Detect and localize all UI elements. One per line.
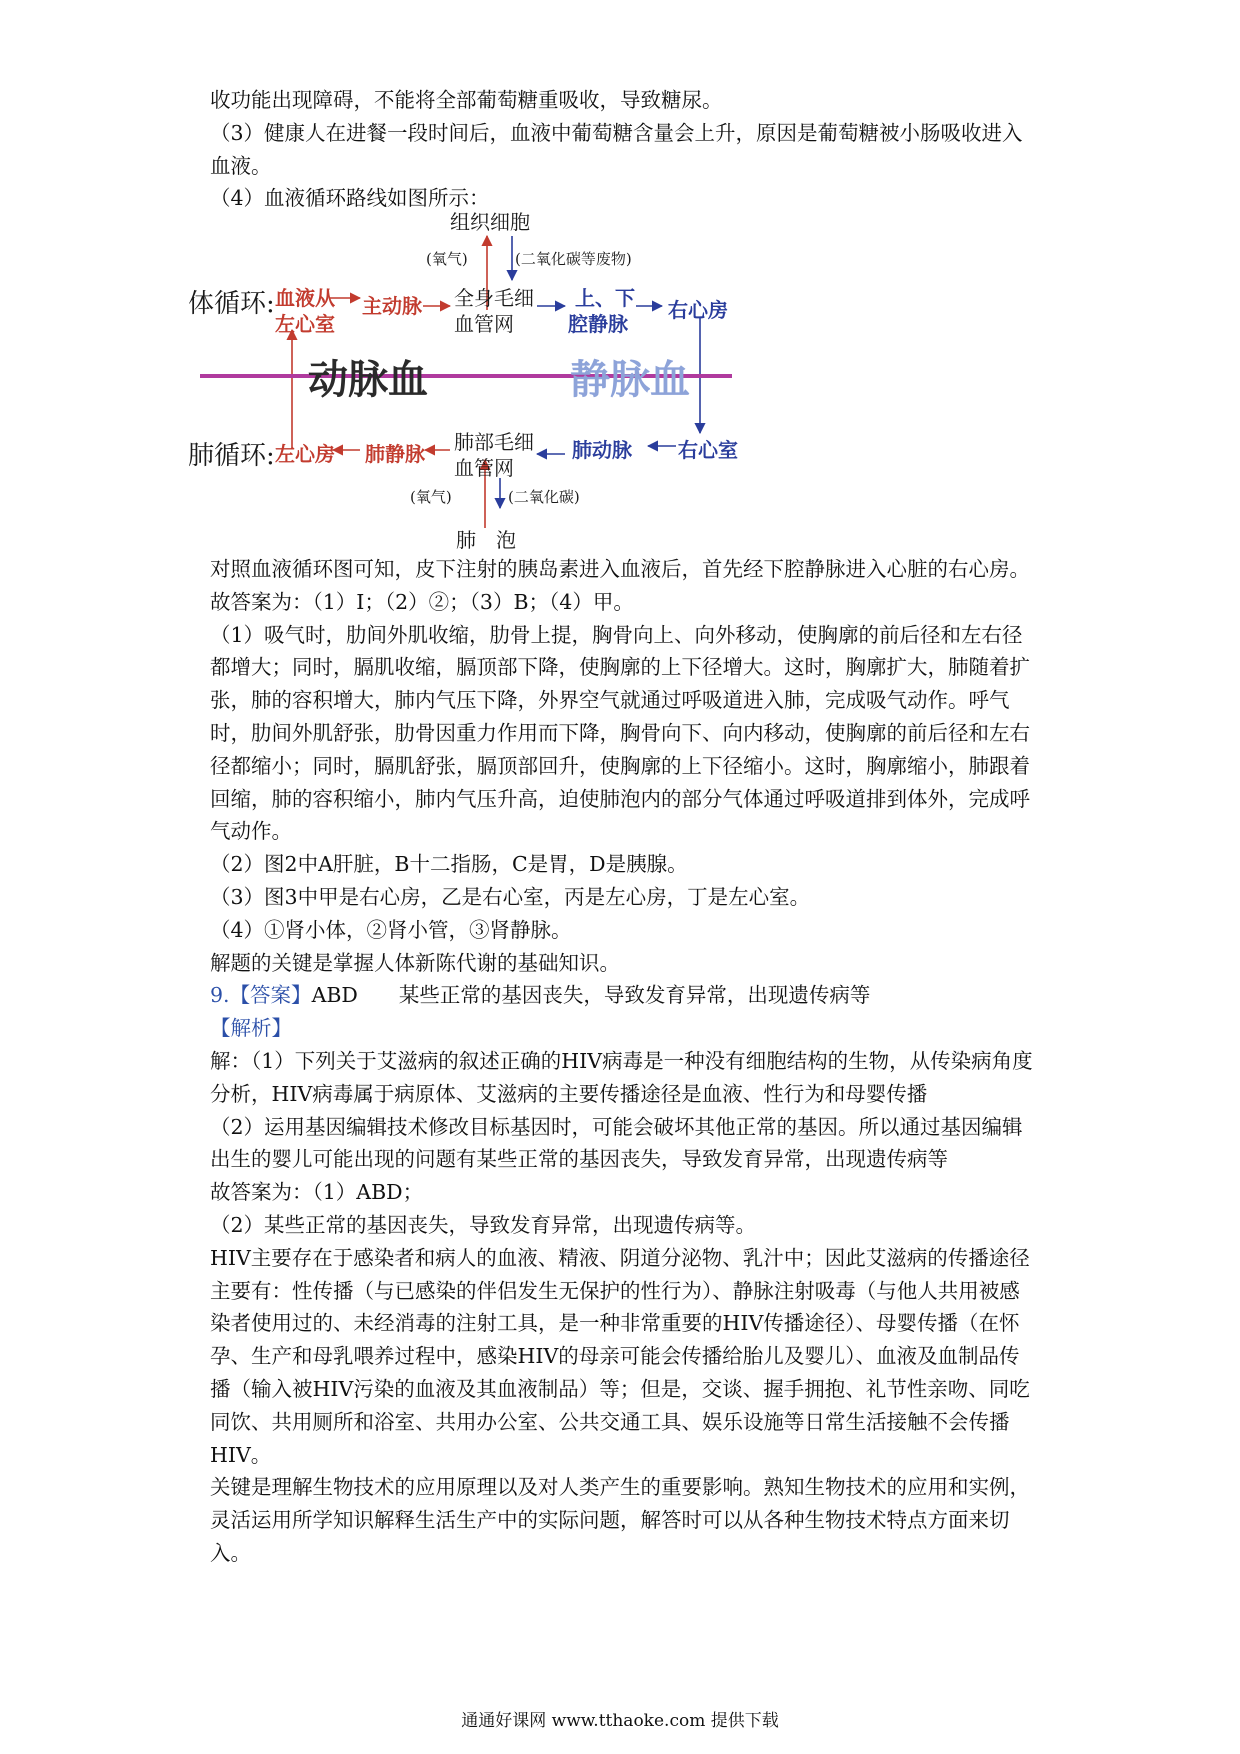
- aorta-label: 主动脉: [362, 294, 422, 318]
- paragraph: 故答案为：（1）Ⅰ；（2）②；（3）B；（4）甲。: [210, 589, 634, 614]
- paragraph: （3）健康人在进餐一段时间后，血液中葡萄糖含量会上升，原因是葡萄糖被小肠吸收进入血液。: [210, 120, 1023, 178]
- pulmonary-circulation-label: 肺循环:: [188, 441, 275, 471]
- co2-waste-label: (二氧化碳等废物): [515, 250, 632, 268]
- left-atrium-label: 左心房: [275, 442, 335, 466]
- explanation-text: [210, 553, 1040, 1570]
- systemic-circulation-label: 体循环:: [188, 289, 275, 319]
- blood-from-label: 血液从: [275, 286, 335, 310]
- paragraph: （2）图2中A肝脏，B十二指肠，C是胃，D是胰腺。: [210, 852, 688, 877]
- question-9-answer-line: [210, 979, 1040, 1012]
- paragraph: 收功能出现障碍，不能将全部葡萄糖重吸收，导致糖尿。: [210, 88, 723, 112]
- paragraph: （3）图3中甲是右心房，乙是右心室，丙是左心房，丁是左心室。: [210, 884, 811, 909]
- pulmonary-artery-label: 肺动脉: [572, 438, 632, 462]
- paragraph: 故答案为：（1）ABD；: [210, 1180, 424, 1205]
- body-capillary-label: 全身毛细: [454, 286, 534, 310]
- paragraph: （4）血液循环路线如图所示：: [210, 186, 490, 211]
- paragraph: 解：（1）下列关于艾滋病的叙述正确的HIV病毒是一种没有细胞结构的生物，从传染病角度分析，HIV病毒属于病原体、艾滋病的主要传播途径是血液、性行为和母婴传播: [210, 1048, 1033, 1106]
- co2-label-bottom: (二氧化碳): [508, 488, 580, 506]
- analysis-tag: 【解析】: [210, 1016, 292, 1041]
- question-number: 9.: [210, 983, 230, 1008]
- pulmonary-vein-label: 肺静脉: [365, 442, 425, 466]
- paragraph: （2）某些正常的基因丧失，导致发育异常，出现遗传病等。: [210, 1212, 757, 1237]
- answer-text: ABD 某些正常的基因丧失，导致发育异常，出现遗传病等: [311, 983, 871, 1008]
- right-atrium-label: 右心房: [668, 298, 728, 322]
- oxygen-label: (氧气): [426, 250, 468, 268]
- arterial-blood-label: 动脉血: [308, 356, 428, 403]
- right-ventricle-label: 右心室: [678, 438, 738, 462]
- lung-capillary-label: 肺部毛细: [454, 430, 534, 454]
- alveolus-label: 肺 泡: [456, 528, 516, 552]
- paragraph: （4）①肾小体，②肾小管，③肾静脉。: [210, 917, 572, 942]
- tissue-cell-label: 组织细胞: [450, 210, 530, 234]
- body-capillary-label-2: 血管网: [454, 312, 514, 336]
- intro-text: [210, 84, 1040, 215]
- venous-blood-label: 静脉血: [570, 356, 690, 403]
- paragraph: （1）吸气时，肋间外肌收缩，肋骨上提，胸骨向上、向外移动，使胸廓的前后径和左右径都增大；同时，膈肌收缩，膈顶部下降，使胸廓的上下径增大。这时，胸廓扩大，肺随着扩张，肺的容积增大，肺内气压下降，外界空气就通过呼吸道进入肺，完成吸气动作。呼气时，肋间外肌舒张，肋骨因重力作用而下降，胸骨向下、向内移动，使胸廓的前后径和左右径都缩小；同时，膈肌舒张，膈顶部回升，使胸廓的上下径缩小。这时，胸廓缩小，肺跟着回缩，肺的容积缩小，肺内气压升高，迫使肺泡内的部分气体通过呼吸道排到体外，完成呼气动作。: [210, 622, 1030, 844]
- paragraph: （2）运用基因编辑技术修改目标基因时，可能会破坏其他正常的基因。所以通过基因编辑出生的婴儿可能出现的问题有某些正常的基因丧失，导致发育异常，出现遗传病等: [210, 1114, 1023, 1172]
- lung-capillary-label-2: 血管网: [454, 456, 514, 480]
- vena-cava-label: 上、下: [575, 286, 635, 310]
- paragraph: HIV主要存在于感染者和病人的血液、精液、阴道分泌物、乳汁中；因此艾滋病的传播途径主要有：性传播（与已感染的伴侣发生无保护的性行为）、静脉注射吸毒（与他人共用被感染者使用过的、未经消毒的注射工具，是一种非常重要的HIV传播途径）、母婴传播（在怀孕、生产和母乳喂养过程中，感染HIV的母亲可能会传播给胎儿及婴儿）、血液及血制品传播（输入被HIV污染的血液及其血液制品）等；但是，交谈、握手拥抱、礼节性亲吻、同吃同饮、共用厕所和浴室、共用办公室、公共交通工具、娱乐设施等日常生活接触不会传播HIV。: [210, 1245, 1030, 1467]
- paragraph: 解题的关键是掌握人体新陈代谢的基础知识。: [210, 950, 620, 975]
- vena-cava-label-2: 腔静脉: [568, 312, 628, 336]
- paragraph: 对照血液循环图可知，皮下注射的胰岛素进入血液后，首先经下腔静脉进入心脏的右心房。: [210, 557, 1030, 581]
- answer-tag: 【答案】: [229, 983, 312, 1008]
- left-ventricle-label: 左心室: [275, 312, 335, 336]
- oxygen-label-bottom: (氧气): [410, 488, 452, 506]
- paragraph: 关键是理解生物技术的应用原理以及对人类产生的重要影响。熟知生物技术的应用和实例，灵活运用所学知识解释生活生产中的实际问题，解答时可以从各种生物技术特点方面来切入。: [210, 1475, 1030, 1565]
- page-footer: 通通好课网 www.tthaoke.com 提供下载: [461, 1711, 779, 1731]
